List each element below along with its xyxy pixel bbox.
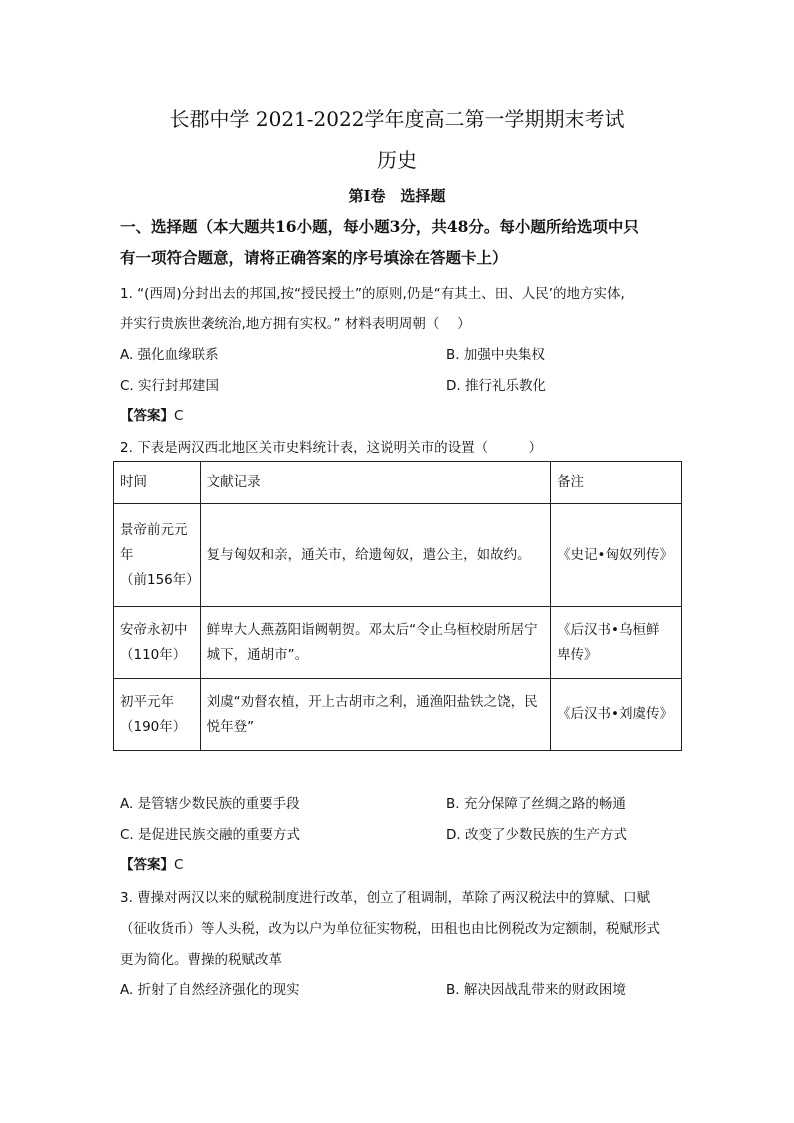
q3-stem-line1: 3. 曹操对两汉以来的赋税制度进行改革，创立了租调制，革除了两汉税法中的算赋、口赋 — [120, 890, 651, 906]
q1-option-b: B. 加强中央集权 — [446, 347, 545, 363]
cell-line: 鲜卑大人燕荔阳诣阙朝贺。邓太后“令止乌桓校尉所居宁 — [206, 621, 538, 638]
cell-line: 城下，通胡市”。 — [206, 646, 309, 663]
table-cell-note — [551, 679, 682, 751]
table-row — [114, 504, 682, 607]
table-cell-time — [114, 607, 201, 679]
table-cell-time — [114, 504, 201, 607]
q3-option-a: A. 折射了自然经济强化的现实 — [120, 982, 300, 998]
table-header-record: 文献记录 — [200, 462, 550, 504]
cell-line: （190年） — [120, 718, 187, 735]
table-header-row — [114, 462, 682, 504]
section-heading-line1: 一、选择题（本大题共16小题，每小题3分，共48分。每小题所给选项中只 — [120, 217, 639, 236]
cell-line: 刘虞“劝督农植，开上古胡市之利，通渔阳盐铁之饶，民 — [206, 693, 538, 710]
table-header-note: 备注 — [551, 462, 682, 504]
cell-line: 年 — [120, 546, 134, 563]
q1-option-c: C. 实行封邦建国 — [120, 378, 220, 394]
volume-heading: 第Ⅰ卷 选择题 — [348, 187, 446, 205]
cell-line: 《后汉书•刘虞传》 — [557, 706, 674, 722]
q1-answer-value: C — [174, 408, 184, 424]
table-cell-record — [200, 679, 550, 751]
table-cell-record — [200, 504, 550, 607]
table-cell-note — [551, 607, 682, 679]
cell-line: （前156年） — [120, 571, 200, 588]
q1-stem-line2: 并实行贵族世袭统治,地方拥有实权。” 材料表明周朝（ ） — [120, 316, 471, 332]
cell-line: 初平元年 — [120, 693, 174, 710]
q2-history-table — [113, 461, 682, 751]
q2-option-a: A. 是管辖少数民族的重要手段 — [120, 796, 300, 812]
table-cell-note — [551, 504, 682, 607]
cell-line: 悦年登” — [206, 718, 255, 735]
cell-line: 卑传》 — [557, 646, 598, 663]
q2-option-c: C. 是促进民族交融的重要方式 — [120, 827, 301, 843]
table-header-time: 时间 — [114, 462, 201, 504]
q1-option-a: A. 强化血缘联系 — [120, 347, 219, 363]
q1-answer-label: 【答案】 — [120, 408, 174, 424]
section-heading-line2: 有一项符合题意，请将正确答案的序号填涂在答题卡上） — [120, 248, 508, 267]
q3-stem-line3: 更为简化。曹操的税赋改革 — [120, 952, 282, 968]
table-cell-time — [114, 679, 201, 751]
cell-line: 《后汉书•乌桓鲜 — [557, 621, 660, 638]
q2-option-b: B. 充分保障了丝绸之路的畅通 — [446, 796, 626, 812]
q1-option-d: D. 推行礼乐教化 — [446, 378, 546, 394]
cell-line: 安帝永初中 — [120, 621, 188, 638]
q1-answer — [120, 404, 183, 424]
q3-option-b: B. 解决因战乱带来的财政困境 — [446, 982, 626, 998]
table-cell-record — [200, 607, 550, 679]
cell-line: 《史记•匈奴列传》 — [557, 546, 674, 563]
q3-stem-line2: （征收货币）等人头税，改为以户为单位征实物税，田租也由比例税改为定额制，税赋形式 — [120, 921, 660, 937]
q2-answer — [120, 853, 183, 873]
exam-title: 长郡中学 2021-2022学年度高二第一学期期末考试 — [169, 107, 625, 131]
cell-line: （110年） — [120, 646, 187, 663]
table-row — [114, 679, 682, 751]
q2-answer-value: C — [174, 857, 184, 873]
q2-answer-label: 【答案】 — [120, 857, 174, 873]
table-row — [114, 607, 682, 679]
q2-stem: 2. 下表是两汉西北地区关市史料统计表，这说明关市的设置（ ） — [120, 440, 543, 456]
subject-title: 历史 — [377, 148, 417, 172]
cell-line: 复与匈奴和亲，通关市，给遗匈奴，遣公主，如故约。 — [206, 546, 531, 563]
q1-stem-line1: 1. “(西周)分封出去的邦国,按“授民授土”的原则,仍是“有其土、田、人民’的地方实体, — [120, 286, 625, 302]
cell-line: 景帝前元元 — [120, 521, 188, 538]
q2-option-d: D. 改变了少数民族的生产方式 — [446, 827, 627, 843]
